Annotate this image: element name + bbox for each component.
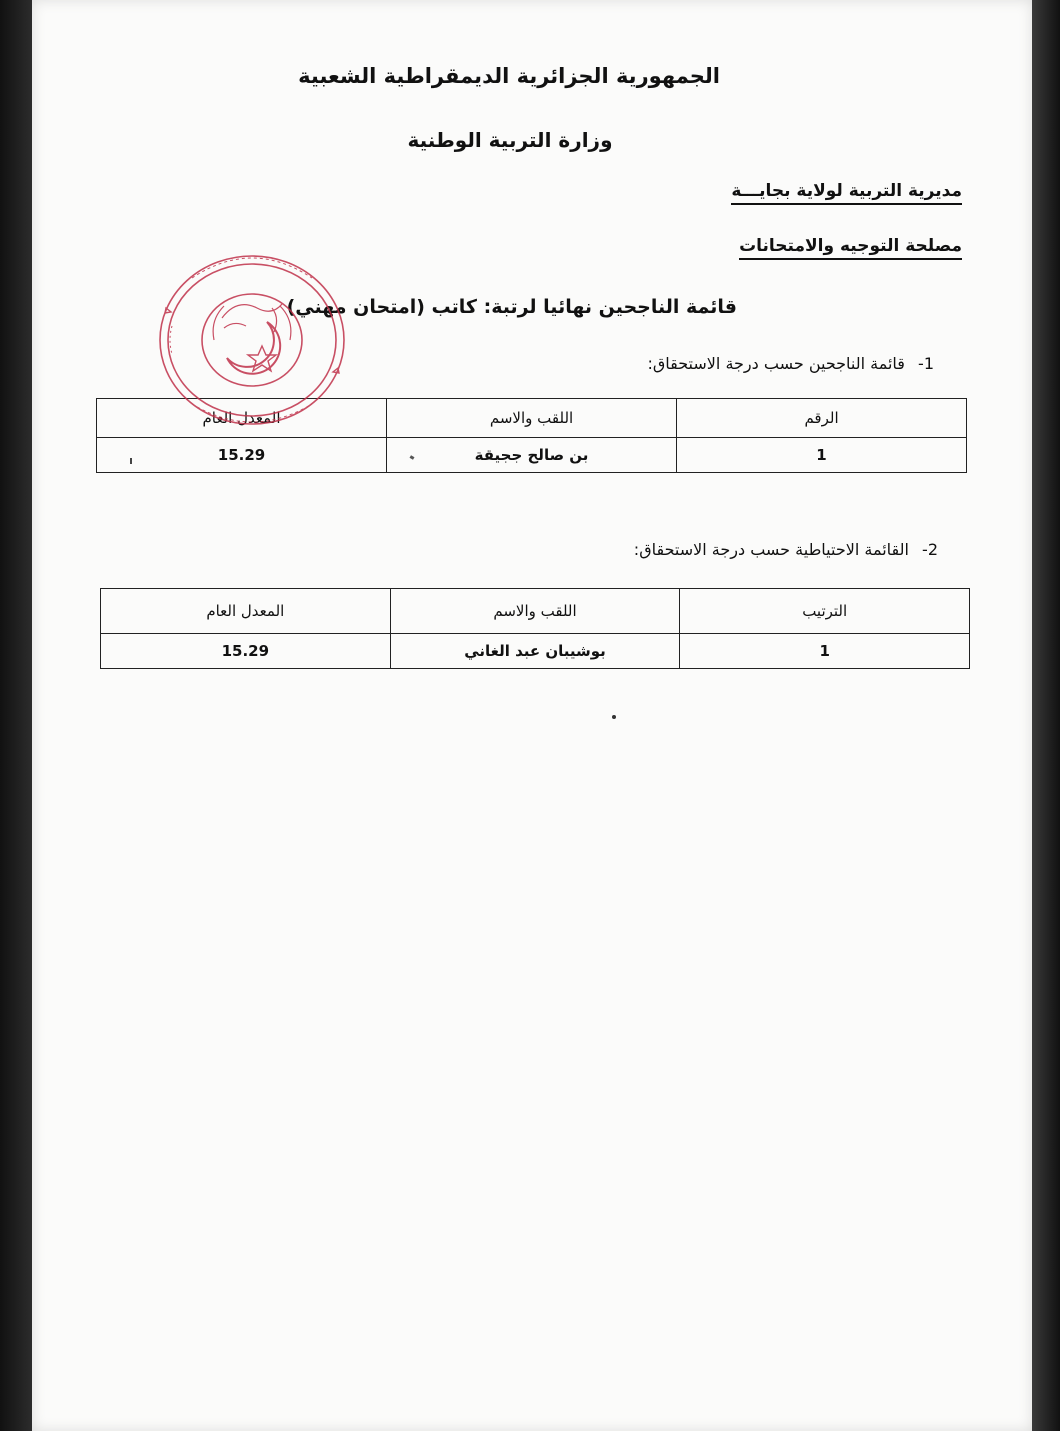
scan-right-edge — [1032, 0, 1060, 1431]
cell-name: بوشيبان عبد الغاني — [390, 634, 680, 669]
official-stamp — [152, 248, 362, 433]
table-header-row — [101, 589, 970, 634]
section1-heading — [647, 354, 934, 373]
section2-title: القائمة الاحتياطية حسب درجة الاستحقاق: — [633, 540, 909, 559]
scan-mark — [130, 458, 132, 464]
table-row — [101, 634, 970, 669]
document-page — [32, 0, 1032, 1431]
cell-rank: 1 — [680, 634, 970, 669]
cell-rank: 1 — [677, 438, 967, 473]
section1-title: قائمة الناجحين حسب درجة الاستحقاق: — [647, 354, 905, 373]
scan-left-edge — [0, 0, 32, 1431]
scan-dot — [612, 715, 616, 719]
column-header-average: المعدل العام — [101, 589, 391, 634]
ministry-heading: وزارة التربية الوطنية — [407, 128, 613, 152]
cell-average: 15.29 — [101, 634, 391, 669]
section2-number: -2 — [922, 540, 938, 559]
column-header-name: اللقب والاسم — [390, 589, 680, 634]
directorate-heading: مديرية التربية لولاية بجايـــة — [731, 181, 962, 205]
section2-heading — [634, 540, 938, 559]
column-header-average: المعدل العام — [97, 399, 387, 438]
column-header-rank: الترتيب — [680, 589, 970, 634]
cell-name: بن صالح ججيقة — [387, 438, 677, 473]
table-row — [97, 438, 967, 473]
column-header-rank: الرقم — [677, 399, 967, 438]
service-heading: مصلحة التوجيه والامتحانات — [739, 236, 962, 260]
republic-heading: الجمهورية الجزائرية الديمقراطية الشعبية — [298, 64, 720, 88]
column-header-name: اللقب والاسم — [387, 399, 677, 438]
section2-table — [100, 588, 970, 669]
section1-number: -1 — [918, 354, 934, 373]
cell-average: 15.29 — [97, 438, 387, 473]
document-title: قائمة الناجحين نهائيا لرتبة: كاتب (امتحان مهني) — [286, 296, 737, 318]
